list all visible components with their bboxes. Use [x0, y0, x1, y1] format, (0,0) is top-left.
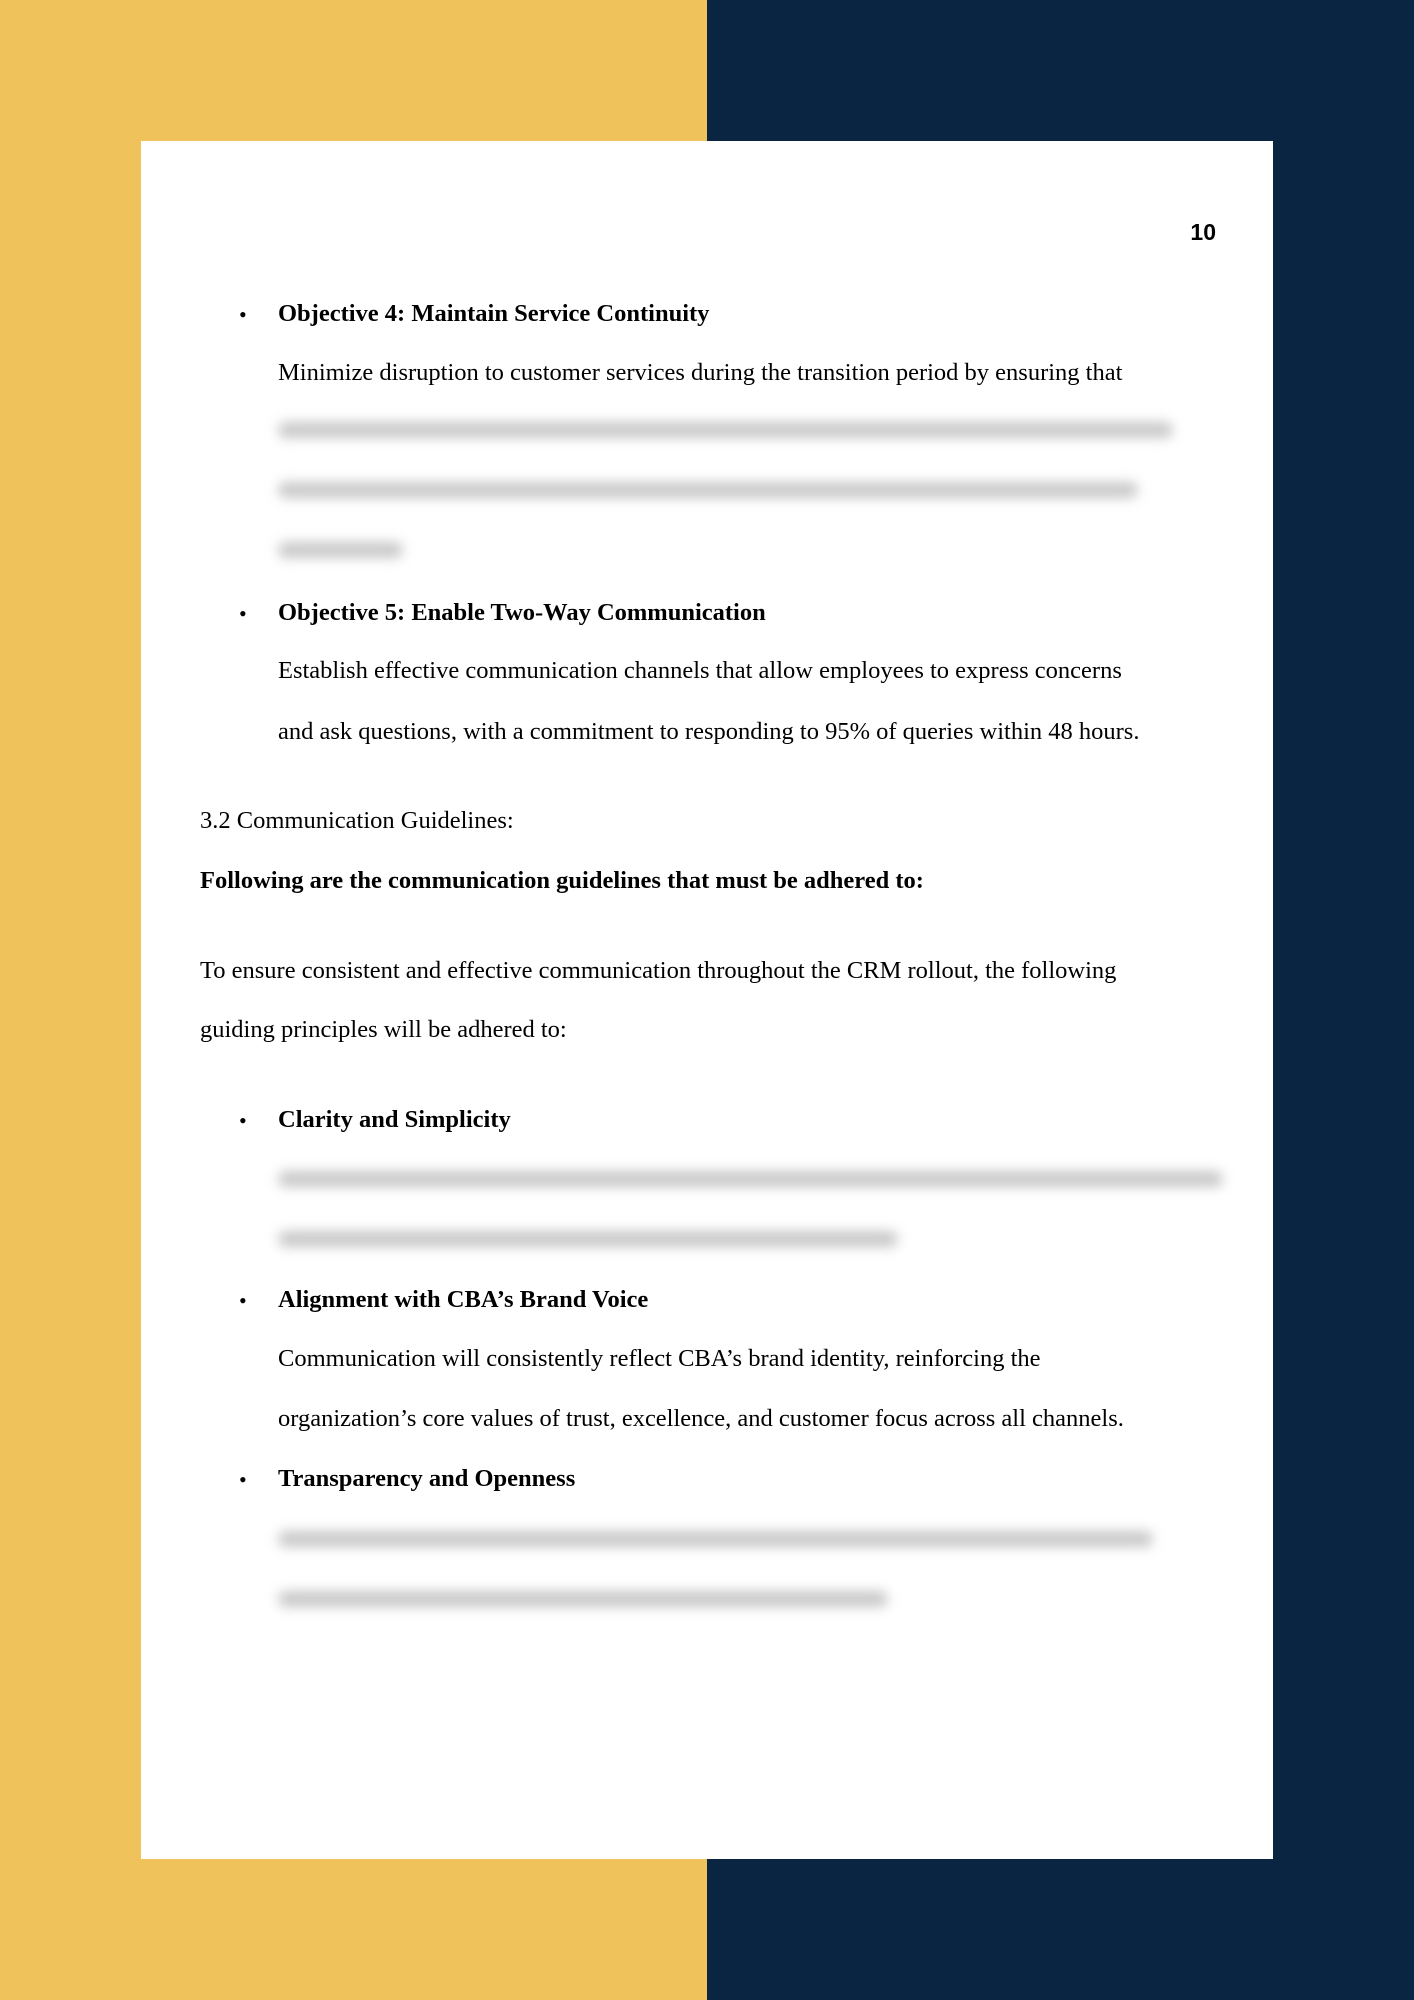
- page-number: 10: [1190, 219, 1216, 245]
- section-paragraph-line-2: guiding principles will be adhered to:: [200, 1016, 567, 1043]
- section-paragraph-line-1: To ensure consistent and effective communication throughout the CRM rollout, the following: [200, 957, 1117, 984]
- bullet-icon: •: [239, 1288, 247, 1313]
- document-page: [141, 141, 1273, 1859]
- principle-brand-voice-text-line-2: organization’s core values of trust, excellence, and customer focus across all channels.: [278, 1405, 1124, 1432]
- objective-4-heading: Objective 4: Maintain Service Continuity: [278, 300, 710, 327]
- objective-5-text-line-1: Establish effective communication channels that allow employees to express concerns: [278, 657, 1122, 684]
- bullet-icon: •: [239, 302, 247, 327]
- objective-5-text-line-2: and ask questions, with a commitment to responding to 95% of queries within 48 hours.: [278, 718, 1140, 745]
- principle-brand-voice-text-line-1: Communication will consistently reflect CBA’s brand identity, reinforcing the: [278, 1345, 1041, 1372]
- bullet-icon: •: [239, 1108, 247, 1133]
- objective-5-heading: Objective 5: Enable Two-Way Communication: [278, 599, 766, 626]
- principle-brand-voice-heading: Alignment with CBA’s Brand Voice: [278, 1286, 649, 1313]
- section-title: 3.2 Communication Guidelines:: [200, 807, 514, 834]
- section-bold-intro: Following are the communication guidelines that must be adhered to:: [200, 867, 924, 894]
- bullet-icon: •: [239, 1467, 247, 1492]
- principle-clarity-heading: Clarity and Simplicity: [278, 1106, 511, 1133]
- objective-4-text: Minimize disruption to customer services during the transition period by ensuring that: [278, 359, 1123, 386]
- bullet-icon: •: [239, 601, 247, 626]
- principle-transparency-heading: Transparency and Openness: [278, 1465, 576, 1492]
